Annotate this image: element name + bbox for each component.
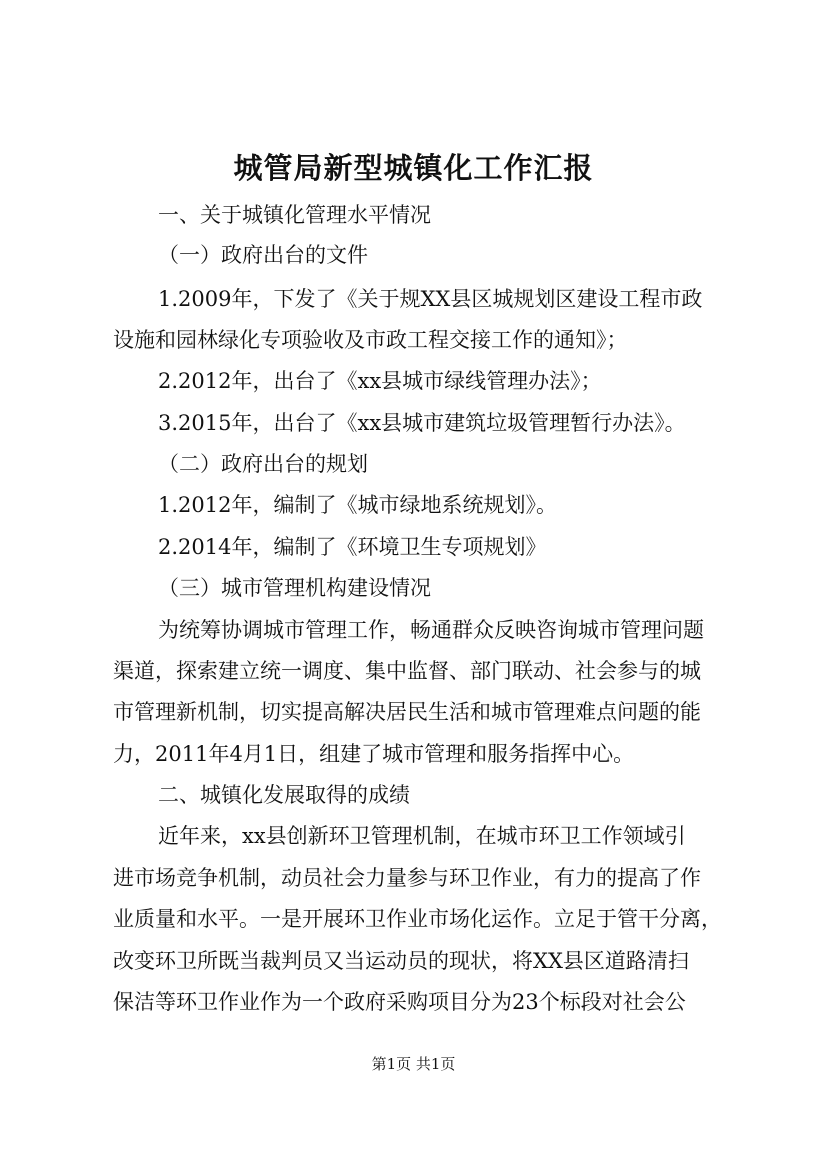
text-line: 2.2012年，出台了《xx县城市绿线管理办法》；	[158, 369, 602, 393]
text-line: 设施和园林绿化专项验收及市政工程交接工作的通知》；	[113, 328, 628, 352]
text-line: 3.2015年，出台了《xx县城市建筑垃圾管理暂行办法》。	[158, 411, 686, 435]
section-heading-2: 二、城镇化发展取得的成绩	[158, 783, 410, 807]
text-line: 近年来，xx县创新环卫管理机制，在城市环卫工作领域引	[158, 824, 686, 848]
text-line: 进市场竞争机制，动员社会力量参与环卫作业，有力的提高了作	[113, 866, 701, 890]
text-line: 渠道，探索建立统一调度、集中监督、部门联动、社会参与的城	[113, 659, 701, 683]
page-footer: 第1页 共1页	[371, 1055, 456, 1073]
section-heading-1: 一、关于城镇化管理水平情况	[158, 203, 431, 227]
subsection-heading-1: （一）政府出台的文件	[158, 243, 368, 267]
document-title: 城管局新型城镇化工作汇报	[233, 151, 594, 185]
text-line: 力，2011年4月1日，组建了城市管理和服务指挥中心。	[113, 742, 635, 766]
subsection-heading-2: （二）政府出台的规划	[158, 452, 368, 476]
text-line: 业质量和水平。一是开展环卫作业市场化运作。立足于管干分离，	[113, 907, 722, 931]
text-line: 改变环卫所既当裁判员又当运动员的现状，将XX县区道路清扫	[113, 949, 689, 973]
text-line: 市管理新机制，切实提高解决居民生活和城市管理难点问题的能	[113, 700, 701, 724]
text-line: 为统筹协调城市管理工作，畅通群众反映咨询城市管理问题	[158, 618, 704, 642]
text-line: 1.2009年，下发了《关于规XX县区城规划区建设工程市政	[158, 287, 703, 311]
text-line: 保洁等环卫作业作为一个政府采购项目分为23个标段对社会公	[113, 990, 686, 1014]
text-line: 2.2014年，编制了《环境卫生专项规划》	[158, 535, 547, 559]
subsection-heading-3: （三）城市管理机构建设情况	[158, 576, 431, 600]
text-line: 1.2012年，编制了《城市绿地系统规划》。	[158, 493, 557, 517]
